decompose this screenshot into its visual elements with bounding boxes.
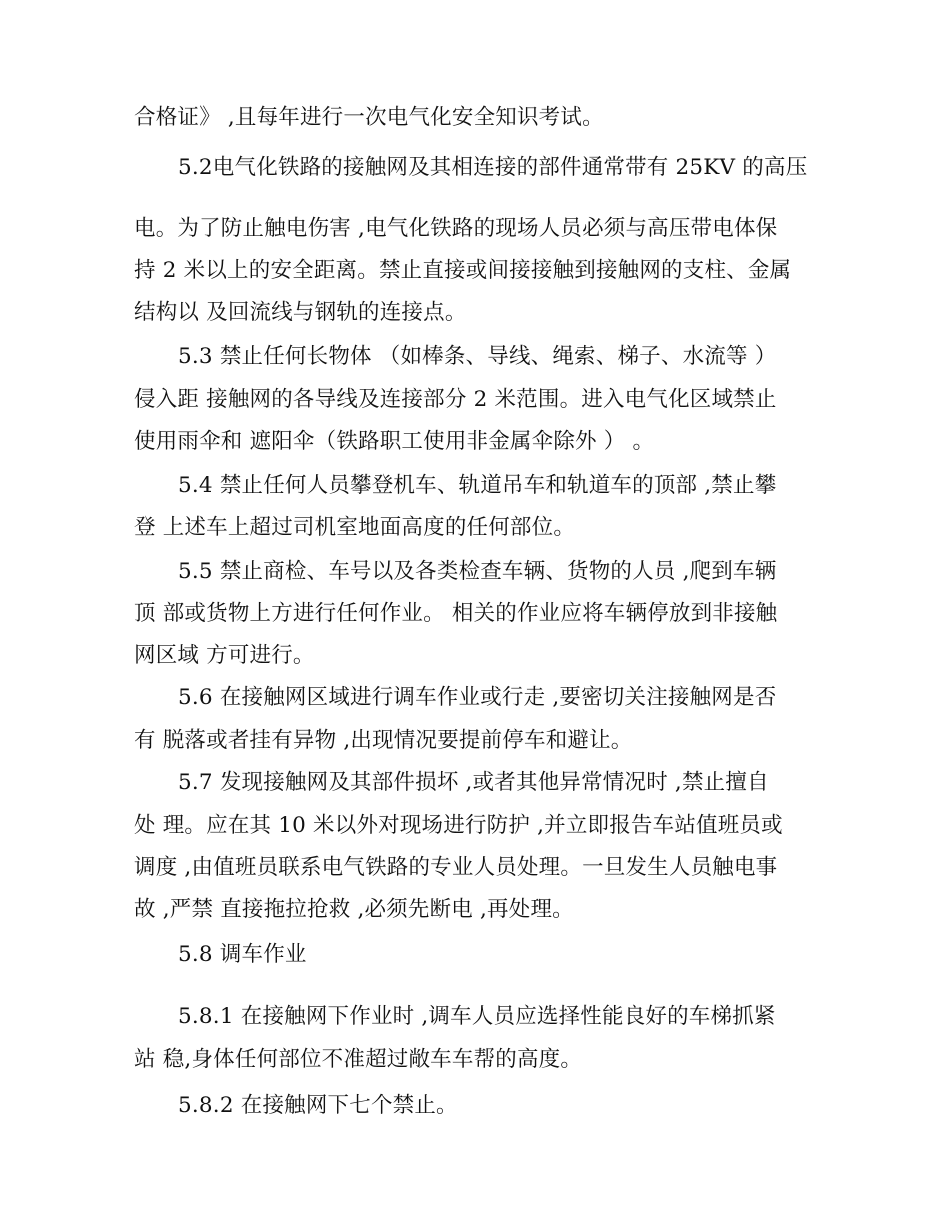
text-line: 合格证》 ,且每年进行一次电气化安全知识考试。 (134, 105, 604, 130)
paragraph-5-8-2: 5.8.2 在接触网下七个禁止。 (178, 1093, 458, 1118)
section-5-8-heading: 5.8 调车作业 (178, 942, 307, 967)
paragraph-5-5-start: 5.5 禁止商检、车号以及各类检查车辆、货物的人员 ,爬到车辆 (178, 559, 777, 584)
paragraph-5-7-start: 5.7 发现接触网及其部件损坏 ,或者其他异常情况时 ,禁止擅自 (178, 770, 769, 795)
text-line: 站 稳,身体任何部位不准超过敞车车帮的高度。 (134, 1047, 583, 1072)
text-line: 侵入距 接触网的各导线及连接部分 2 米范围。进入电气化区域禁止 (134, 387, 777, 412)
text-line: 顶 部或货物上方进行任何作业。 相关的作业应将车辆停放到非接触 (134, 601, 778, 626)
text-line: 调度 ,由值班员联系电气铁路的专业人员处理。一旦发生人员触电事 (134, 855, 778, 880)
paragraph-5-6-start: 5.6 在接触网区域进行调车作业或行走 ,要密切关注接触网是否 (178, 685, 777, 710)
text-line: 结构以 及回流线与钢轨的连接点。 (134, 300, 467, 325)
text-line: 登 上述车上超过司机室地面高度的任何部位。 (134, 515, 576, 540)
paragraph-5-2-start: 5.2电气化铁路的接触网及其相连接的部件通常带有 25KV 的高压 (178, 155, 808, 180)
paragraph-5-3-start: 5.3 禁止任何长物体 （如棒条、导线、绳索、梯子、水流等 ） (178, 344, 777, 369)
text-line: 有 脱落或者挂有异物 ,出现情况要提前停车和避让。 (134, 728, 633, 753)
text-line: 故 ,严禁 直接拖拉抢救 ,必须先断电 ,再处理。 (134, 897, 574, 922)
paragraph-5-8-1-start: 5.8.1 在接触网下作业时 ,调车人员应选择性能良好的车梯抓紧 (178, 1004, 776, 1029)
text-line: 网区域 方可进行。 (134, 643, 315, 668)
text-line: 使用雨伞和 遮阳伞（铁路职工使用非金属伞除外 ） 。 (134, 429, 655, 454)
text-line: 处 理。应在其 10 米以外对现场进行防护 ,并立即报告车站值班员或 (134, 813, 783, 838)
text-line: 持 2 米以上的安全距离。禁止直接或间接接触到接触网的支柱、金属 (134, 258, 792, 283)
text-line: 电。为了防止触电伤害 ,电气化铁路的现场人员必须与高压带电体保 (134, 216, 778, 241)
paragraph-5-4-start: 5.4 禁止任何人员攀登机车、轨道吊车和轨道车的顶部 ,禁止攀 (178, 473, 777, 498)
